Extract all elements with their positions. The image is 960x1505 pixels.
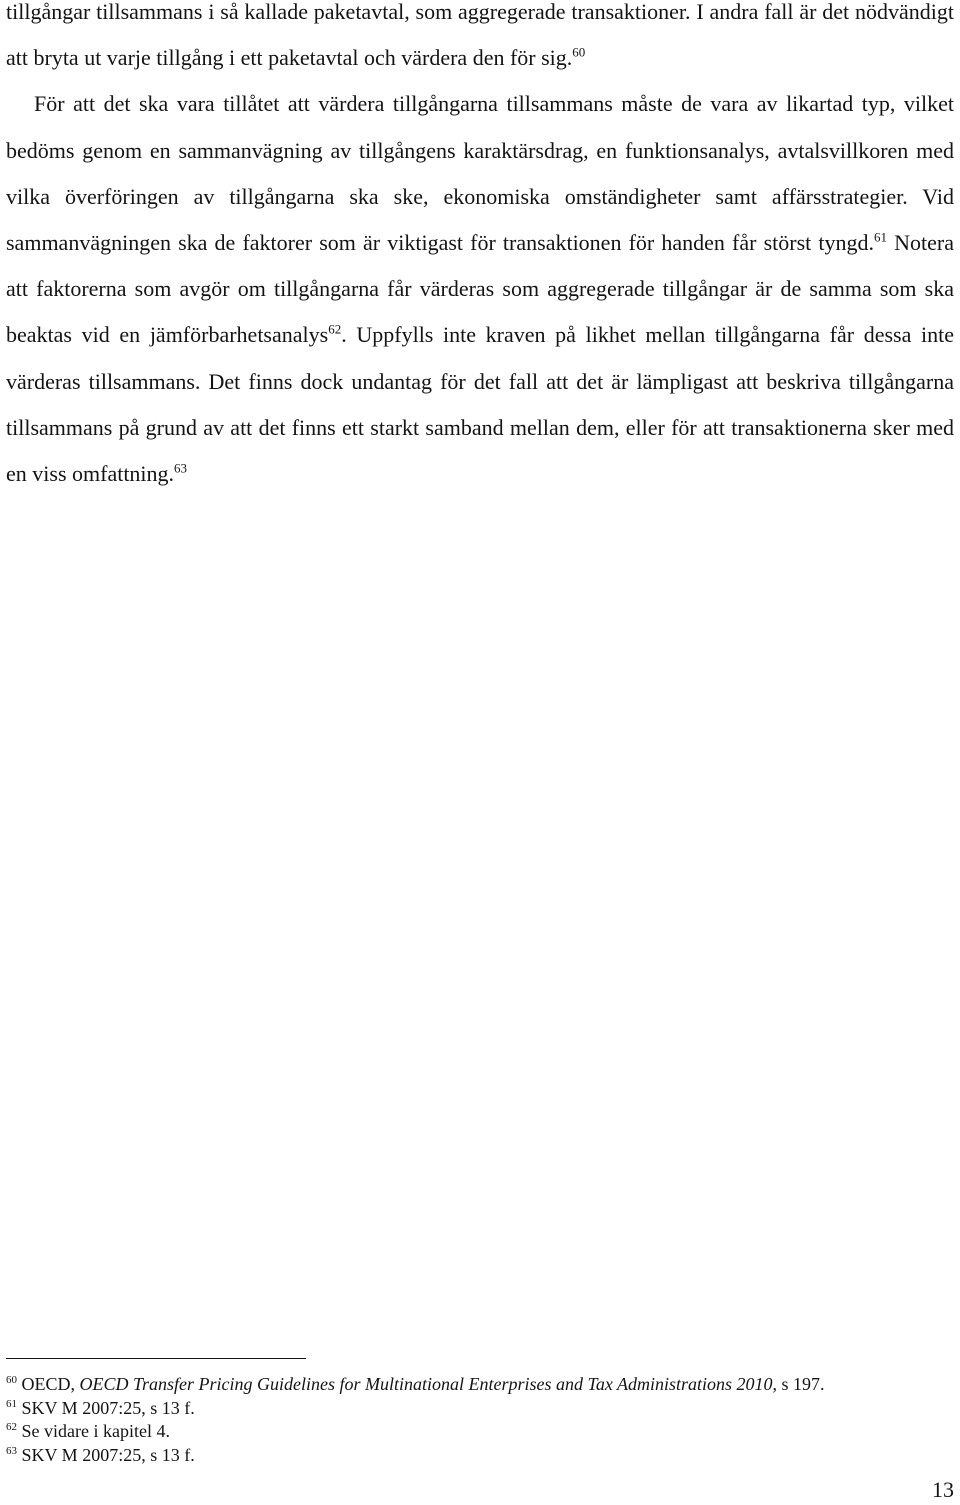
paragraph-2-sentence-1: För att det ska vara tillåtet att värdera tillgångarna tillsammans måste de vara av likartad typ, vilket bedöms genom en sammanvägning av tillgångens karaktärsdrag, en funktionsanalys, avtalsvillkoren med vilka överföringen av tillgångarna ska ske, ekonomiska omständigheter samt affärsstrategier. Vid sammanvägningen ska de faktorer som är viktigast för transaktionen för handen får störst tyngd.	[6, 91, 954, 256]
paragraph-1	[6, 0, 954, 81]
page-number: 13	[932, 1477, 954, 1502]
paragraph-1-text: tillgångar tillsammans i så kallade paketavtal, som aggregerade transaktioner. I andra fall är det nödvändigt att bryta ut varje tillgång i ett paketavtal och värdera den för sig.	[6, 0, 954, 71]
footnote-number: 63	[6, 1444, 17, 1457]
footnotes	[6, 1373, 954, 1467]
footnote-title: OECD Transfer Pricing Guidelines for Multinational Enterprises and Tax Administrations 2010	[79, 1374, 773, 1394]
footnote-text: Se vidare i kapitel 4.	[17, 1421, 170, 1441]
footnote-number: 61	[6, 1397, 17, 1410]
footnote-60	[6, 1373, 954, 1397]
footnote-number: 62	[6, 1421, 17, 1433]
footnote-61	[6, 1397, 954, 1421]
footnote-ref-62[interactable]: 62	[328, 322, 342, 338]
footnote-62	[6, 1420, 954, 1444]
footnote-63	[6, 1444, 954, 1468]
paragraph-2-sentence-2: Notera att faktorerna som avgör om tillgångarna får värderas som aggregerade tillgångar är de samma som ska beaktas vid en jämförbarhetsanalys	[6, 230, 955, 348]
footnote-text: SKV M 2007:25, s 13 f.	[17, 1444, 195, 1465]
footnote-ref-63[interactable]: 63	[174, 460, 188, 476]
footnote-ref-61[interactable]: 61	[874, 229, 888, 245]
paragraph-2-sentence-3: . Uppfylls inte kraven på likhet mellan tillgångarna får dessa inte värderas tillsammans. Det finns dock undantag för det fall att det är lämpligast att beskriva tillgångarna tillsammans på grund av att det finns ett starkt samband mellan dem, eller för att transaktionerna sker med en viss omfattning.	[6, 322, 954, 487]
footnote-text: , s 197.	[772, 1374, 825, 1394]
footnote-text: SKV M 2007:25, s 13 f.	[17, 1397, 195, 1418]
paragraph-2	[6, 81, 954, 497]
footnote-number: 60	[6, 1374, 17, 1386]
footnote-separator	[6, 1358, 306, 1359]
body-text	[6, 0, 954, 497]
footnote-ref-60[interactable]: 60	[572, 44, 586, 60]
footnote-text: OECD,	[17, 1374, 80, 1394]
